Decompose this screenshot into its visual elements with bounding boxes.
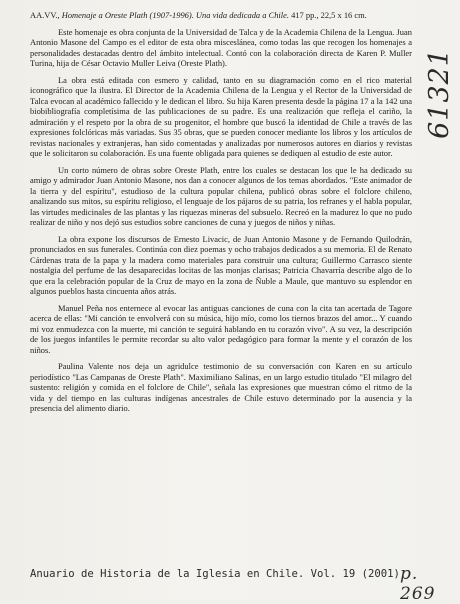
review-text — [30, 10, 412, 420]
journal-footer: Anuario de Historia de la Iglesia en Chile. Vol. 19 (2001) — [30, 568, 400, 580]
citation — [30, 10, 412, 21]
paragraph-2: La obra está editada con esmero y calidad, tanto en su diagramación como en el rico material iconográfico que la ilustra. El Director de la Academia Chilena de la Lengua y el Rector de la Universidad de Talca evocan al académico fallecido y le dedican el libro. Su hija Karen presenta desde la página 17 a la 142 una biobibliografía completísima de las publicaciones de su padre. Es una realización que refleja el cariño, la admiración y el respeto por la obra de su progenitor, el hombre que buscó la identidad de Chile a través de las expresiones folclóricas más variadas. Sus 35 obras, que se pueden conocer mediante los libros y los artículos de revistas nacionales y extranjeras, han sido comentadas y analizadas por numerosos autores en diarios y revistas que le solicitaron su colaboración. Es una fuente obligada para quienes se dediquen al estudio de este autor. — [30, 74, 412, 158]
handwritten-catalog-number: 61321 — [424, 48, 455, 139]
citation-authors: AA.VV., — [30, 10, 62, 20]
paragraph-3: Un corto número de obras sobre Oreste Plath, entre los cuales se destacan los que le ha dedicado su amigo y admirador Juan Antonio Masone, nos dan a conocer algunos de los temas abordados. "Este animador de la tierra y del espíritu", estudioso de la cultura popular chilena, publicó obras sobre el folclore chileno, analizando sus mitos, su espíritu religioso, el lenguaje de los pájaros de su patria, los refranes y el habla popular, las virtudes medicinales de las plantas y las riquezas mineras del subsuelo. Recreó en la madurez lo que no pudo realizar de niño y nos dejó sus estudios sobre canciones de cuna y juegos de niños y niñas. — [30, 164, 412, 227]
paragraph-6: Paulina Valente nos deja un agridulce testimonio de su conversación con Karen en su artículo periodístico "Las Campanas de Oreste Plath". Maximiliano Salinas, en un largo estudio titulado "El milagro del sustento: religión y comida en el folclore de Chile", señala las expresiones que muestran cómo el ritmo de la vida y del tiempo en las culturas indígenas ancestrales de Chile estuvo determinado por la ausencia y la presencia del alimento diario. — [30, 361, 412, 413]
handwritten-page-number: p. 269 — [400, 564, 436, 604]
paragraph-1: Este homenaje es obra conjunta de la Universidad de Talca y de la Academia Chilena de la Lengua. Juan Antonio Masone del Campo es el editor de esta obra misceslánea, como todas las que recogen los homenajes a personalidades destacadas dentro del ámbito intelectual. Contó con la colaboración directa de Karen P. Muller Turina, hija de César Octavio Muller Leiva (Oreste Plath). — [30, 26, 412, 68]
citation-details: 417 pp., 22,5 x 16 cm. — [288, 10, 367, 20]
paragraph-5: Manuel Peña nos enternece al evocar las antiguas canciones de cuna con la cita tan acertada de Tagore acerca de ellas: "Mi canción te envolverá con su música, hijo mío, como los tiernos brazos del amor... Y cuando mi voz enmudezca con la muerte, mi canción te seguirá hablando en tu corazón vivo". A su vez, la descripción de los juegos infantiles le permite recordar su alto valor pedagógico para formar la mente y el corazón de los niños. — [30, 302, 412, 355]
citation-title: Homenaje a Oreste Plath (1907-1996). Una vida dedicada a Chile. — [61, 10, 289, 20]
paragraph-4: La obra expone los discursos de Ernesto Livacic, de Juan Antonio Masone y de Fernando Quilodrán, pronunciados en sus funerales. Continúa con diez poemas y ocho trabajos dedicados a su memoria. El de Renato Cárdenas trata de la papa y la madera como materiales para construir una cultura; Guillermo Carrasco siente nostalgia del perfume de las desaparecidas locitas de las monjas clarisas; Patricia Chavarría describe algo de lo que era la celebración popular de la Cruz de mayo en la zona de Ñuble a Maule, que mantuvo su esplendor en algunos pueblos hasta cincuenta años atrás. — [30, 233, 412, 296]
